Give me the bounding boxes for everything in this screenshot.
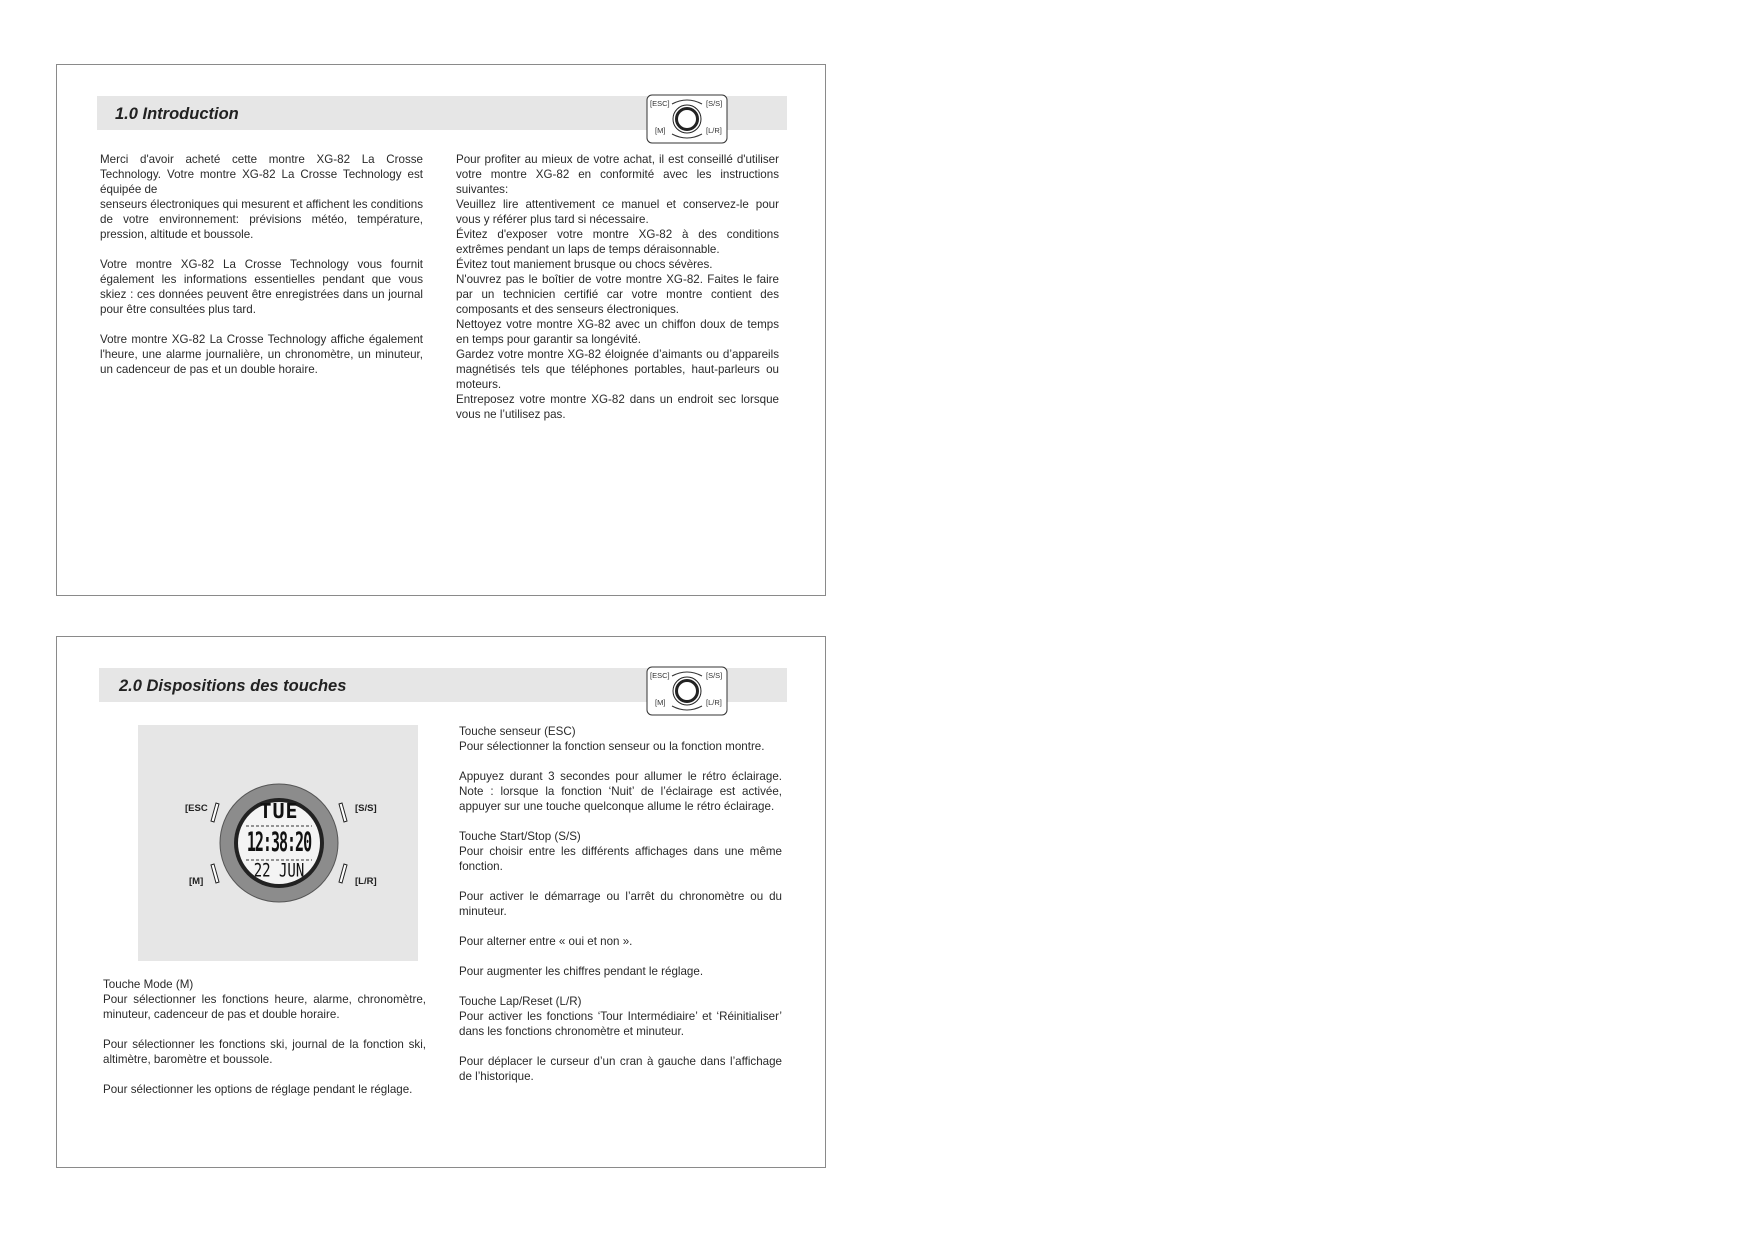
button-layout-icon (646, 666, 728, 716)
paragraph: Touche Lap/Reset (L/R) (459, 995, 582, 1008)
section-title: 2.0 Dispositions des touches (119, 677, 347, 695)
paragraph: Évitez tout maniement brusque ou chocs sévères. (456, 258, 713, 271)
paragraph-gap (459, 814, 782, 829)
dial-label-ss: [S/S] (706, 671, 723, 680)
paragraph: Nettoyez votre montre XG-82 avec un chiffon doux de temps en temps pour garantir sa longévité. (456, 318, 779, 346)
figure-label-lr: [L/R] (355, 876, 377, 887)
paragraph-gap (459, 979, 782, 994)
paragraph-gap (103, 1067, 426, 1082)
paragraph: Pour alterner entre « oui et non ». (459, 935, 633, 948)
paragraph: N'ouvrez pas le boîtier de votre montre XG-82. Faites le faire par un technicien certifié car votre montre contient des composants et des senseurs électroniques. (456, 273, 779, 316)
paragraph: Pour activer les fonctions ‘Tour Intermédiaire’ et ‘Réinitialiser’ dans les fonctions chronomètre et minuteur. (459, 1010, 782, 1038)
paragraph: Pour activer le démarrage ou l’arrêt du chronomètre ou du minuteur. (459, 890, 782, 918)
watch-display-time: 12:38:20 (246, 826, 312, 859)
watch-display-date: 22 JUN (253, 861, 305, 882)
paragraph-gap (100, 242, 423, 257)
paragraph: Touche senseur (ESC) (459, 725, 576, 738)
buttons-left-column (103, 977, 426, 1097)
paragraph-gap (459, 754, 782, 769)
paragraph: Pour sélectionner les fonctions ski, journal de la fonction ski, altimètre, baromètre et boussole. (103, 1038, 426, 1066)
intro-left-column (100, 152, 423, 377)
paragraph-gap (103, 1022, 426, 1037)
paragraph: Pour sélectionner la fonction senseur ou la fonction montre. (459, 740, 765, 753)
paragraph: Pour sélectionner les fonctions heure, alarme, chronomètre, minuteur, cadenceur de pas et double horaire. (103, 993, 426, 1021)
paragraph: Votre montre XG-82 La Crosse Technology affiche également l'heure, une alarme journalière, un chronomètre, un minuteur, un cadenceur de pas et un double horaire. (100, 333, 423, 376)
dial-label-m: [M] (655, 698, 666, 707)
paragraph: Pour augmenter les chiffres pendant le réglage. (459, 965, 704, 978)
paragraph: Pour profiter au mieux de votre achat, il est conseillé d'utiliser votre montre XG-82 en conformité avec les instructions suivantes: (456, 153, 779, 196)
paragraph-gap (459, 1039, 782, 1054)
paragraph: Pour déplacer le curseur d’un cran à gauche dans l’affichage de l’historique. (459, 1055, 782, 1083)
watch-illustration (138, 725, 418, 961)
paragraph: Touche Start/Stop (S/S) (459, 830, 581, 843)
dial-label-m: [M] (655, 126, 666, 135)
figure-label-esc: [ESC (185, 803, 208, 814)
dial-label-lr: [L/R] (706, 698, 722, 707)
paragraph: Votre montre XG-82 La Crosse Technology vous fournit également les informations essentielles pendant que vous skiez : ces données peuvent être enregistrées dans un journal pour être consultées plus tard. (100, 258, 423, 316)
paragraph: senseurs électroniques qui mesurent et affichent les conditions de votre environnement: prévisions météo, température, pression, altitude et boussole. (100, 198, 423, 241)
section-title: 1.0 Introduction (115, 105, 239, 123)
paragraph-gap (459, 949, 782, 964)
paragraph-gap (459, 874, 782, 889)
manual-page-introduction (56, 64, 826, 596)
paragraph: Pour choisir entre les différents affichages dans une même fonction. (459, 845, 782, 873)
paragraph: Merci d'avoir acheté cette montre XG-82 La Crosse Technology. Votre montre XG-82 La Crosse Technology est équipée de (100, 153, 423, 196)
paragraph: Appuyez durant 3 secondes pour allumer le rétro éclairage. Note : lorsque la fonction ‘Nuit’ de l’éclairage est activée, appuyer sur une touche quelconque allume le rétro éclairage. (459, 770, 782, 813)
dial-label-ss: [S/S] (706, 99, 723, 108)
paragraph: Évitez d'exposer votre montre XG-82 à des conditions extrêmes pendant un laps de temps déraisonnable. (456, 228, 779, 256)
paragraph: Pour sélectionner les options de réglage pendant le réglage. (103, 1083, 413, 1096)
paragraph: Gardez votre montre XG-82 éloignée d’aimants ou d’appareils magnétisés tels que téléphones portables, haut-parleurs ou moteurs. (456, 348, 779, 391)
intro-right-column (456, 152, 779, 422)
paragraph: Touche Mode (M) (103, 978, 194, 991)
dial-label-esc: [ESC] (650, 99, 670, 108)
paragraph-gap (459, 919, 782, 934)
paragraph: Entreposez votre montre XG-82 dans un endroit sec lorsque vous ne l’utilisez pas. (456, 393, 779, 421)
figure-label-m: [M] (189, 876, 204, 887)
button-layout-icon (646, 94, 728, 144)
paragraph-gap (100, 317, 423, 332)
dial-label-esc: [ESC] (650, 671, 670, 680)
paragraph: Veuillez lire attentivement ce manuel et conservez-le pour vous y référer plus tard si nécessaire. (456, 198, 779, 226)
buttons-right-column (459, 724, 782, 1084)
manual-page-buttons (56, 636, 826, 1168)
figure-label-ss: [S/S] (355, 803, 377, 814)
dial-label-lr: [L/R] (706, 126, 722, 135)
watch-display-day: TUE (259, 799, 299, 823)
